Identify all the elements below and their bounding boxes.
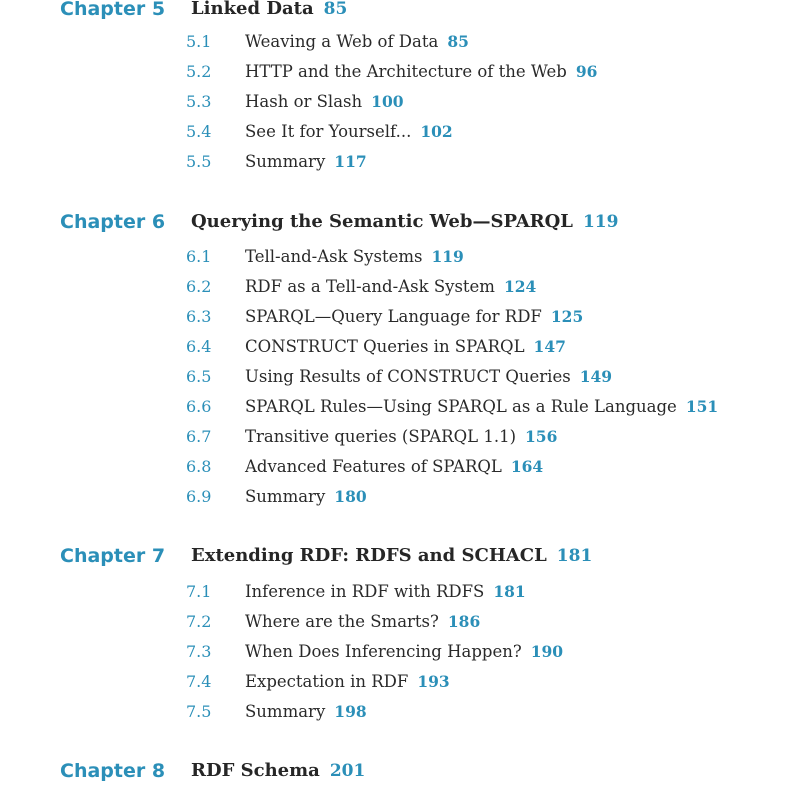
- section-title-text: Expectation in RDF: [245, 672, 409, 691]
- section-title: [245, 669, 450, 695]
- section-number: 6.4: [186, 337, 212, 356]
- section-page-number: 125: [550, 307, 584, 326]
- section-title: [245, 59, 597, 85]
- section-page-number: 119: [431, 247, 464, 266]
- section-page-number: 117: [334, 152, 367, 171]
- chapter-title: [191, 758, 365, 784]
- section-title: [245, 149, 367, 175]
- section-title-text: Summary: [245, 487, 326, 506]
- section-page-number: 156: [525, 427, 558, 446]
- section-page-number: 100: [371, 92, 404, 111]
- section-page-number: 151: [685, 397, 719, 416]
- section-title-text: Weaving a Web of Data: [245, 32, 439, 51]
- section-title: [245, 579, 526, 605]
- section-number: 6.1: [186, 247, 212, 266]
- chapter-title: [191, 209, 618, 235]
- section-title: [245, 484, 367, 510]
- section-title-text: CONSTRUCT Queries in SPARQL: [245, 337, 525, 356]
- section-page-number: 190: [530, 642, 564, 661]
- section-number: 6.3: [186, 307, 212, 326]
- chapter-title-text: Extending RDF: RDFS and SCHACL: [191, 545, 547, 566]
- chapter-label: Chapter 7: [60, 545, 166, 567]
- section-page-number: 181: [493, 582, 526, 601]
- chapter-page-number: 85: [323, 0, 348, 19]
- section-title: [245, 364, 612, 390]
- chapter-label: Chapter 5: [60, 0, 166, 20]
- section-title: [245, 639, 563, 665]
- section-title-text: RDF as a Tell-and-Ask System: [245, 277, 495, 296]
- section-page-number: 193: [417, 672, 450, 691]
- section-title: [245, 699, 367, 725]
- chapter-title: [191, 543, 592, 569]
- section-page-number: 85: [447, 32, 469, 51]
- chapter-page-number: 201: [329, 761, 366, 781]
- section-number: 6.6: [186, 397, 212, 416]
- section-number: 7.1: [186, 582, 212, 601]
- section-title-text: See It for Yourself...: [245, 122, 412, 141]
- section-title-text: SPARQL Rules—Using SPARQL as a Rule Language: [245, 397, 677, 416]
- section-number: 6.8: [186, 457, 212, 476]
- section-number: 6.7: [186, 427, 212, 446]
- section-page-number: 180: [334, 487, 367, 506]
- section-number: 6.5: [186, 367, 212, 386]
- section-title: [245, 424, 557, 450]
- section-title: [245, 274, 536, 300]
- section-number: 7.3: [186, 642, 212, 661]
- section-title: [245, 304, 583, 330]
- section-title: [245, 609, 480, 635]
- section-title: [245, 244, 464, 270]
- section-number: 6.9: [186, 487, 212, 506]
- section-number: 7.5: [186, 702, 212, 721]
- section-title-text: Summary: [245, 152, 326, 171]
- section-page-number: 186: [447, 612, 481, 631]
- section-title-text: HTTP and the Architecture of the Web: [245, 62, 567, 81]
- section-page-number: 96: [575, 62, 598, 81]
- section-page-number: 198: [334, 702, 367, 721]
- section-title-text: Inference in RDF with RDFS: [245, 582, 485, 601]
- chapter-title-text: Querying the Semantic Web—SPARQL: [191, 211, 573, 232]
- chapter-label: Chapter 8: [60, 760, 166, 782]
- section-number: 5.3: [186, 92, 212, 111]
- section-title-text: Transitive queries (SPARQL 1.1): [245, 427, 517, 446]
- section-number: 7.4: [186, 672, 212, 691]
- section-page-number: 124: [503, 277, 537, 296]
- section-number: 7.2: [186, 612, 212, 631]
- section-title: [245, 29, 469, 55]
- chapter-title-text: Linked Data: [191, 0, 314, 19]
- section-title-text: Summary: [245, 702, 326, 721]
- section-page-number: 149: [579, 367, 613, 386]
- section-title-text: SPARQL—Query Language for RDF: [245, 307, 542, 326]
- section-title-text: Tell-and-Ask Systems: [245, 247, 423, 266]
- section-number: 5.4: [186, 122, 212, 141]
- section-number: 5.5: [186, 152, 212, 171]
- section-title: [245, 89, 404, 115]
- chapter-title: [191, 0, 347, 22]
- section-page-number: 102: [420, 122, 453, 141]
- section-number: 5.2: [186, 62, 212, 81]
- chapter-page-number: 181: [556, 546, 593, 566]
- section-page-number: 147: [533, 337, 566, 356]
- section-title-text: Advanced Features of SPARQL: [245, 457, 502, 476]
- section-title-text: Using Results of CONSTRUCT Queries: [245, 367, 571, 386]
- chapter-page-number: 119: [582, 212, 619, 232]
- section-page-number: 164: [510, 457, 544, 476]
- section-number: 5.1: [186, 32, 212, 51]
- section-title-text: When Does Inferencing Happen?: [245, 642, 522, 661]
- section-title-text: Where are the Smarts?: [245, 612, 439, 631]
- chapter-label: Chapter 6: [60, 211, 166, 233]
- section-title-text: Hash or Slash: [245, 92, 363, 111]
- section-title: [245, 119, 453, 145]
- section-title: [245, 454, 543, 480]
- chapter-title-text: RDF Schema: [191, 760, 320, 781]
- section-number: 6.2: [186, 277, 212, 296]
- section-title: [245, 394, 718, 420]
- section-title: [245, 334, 566, 360]
